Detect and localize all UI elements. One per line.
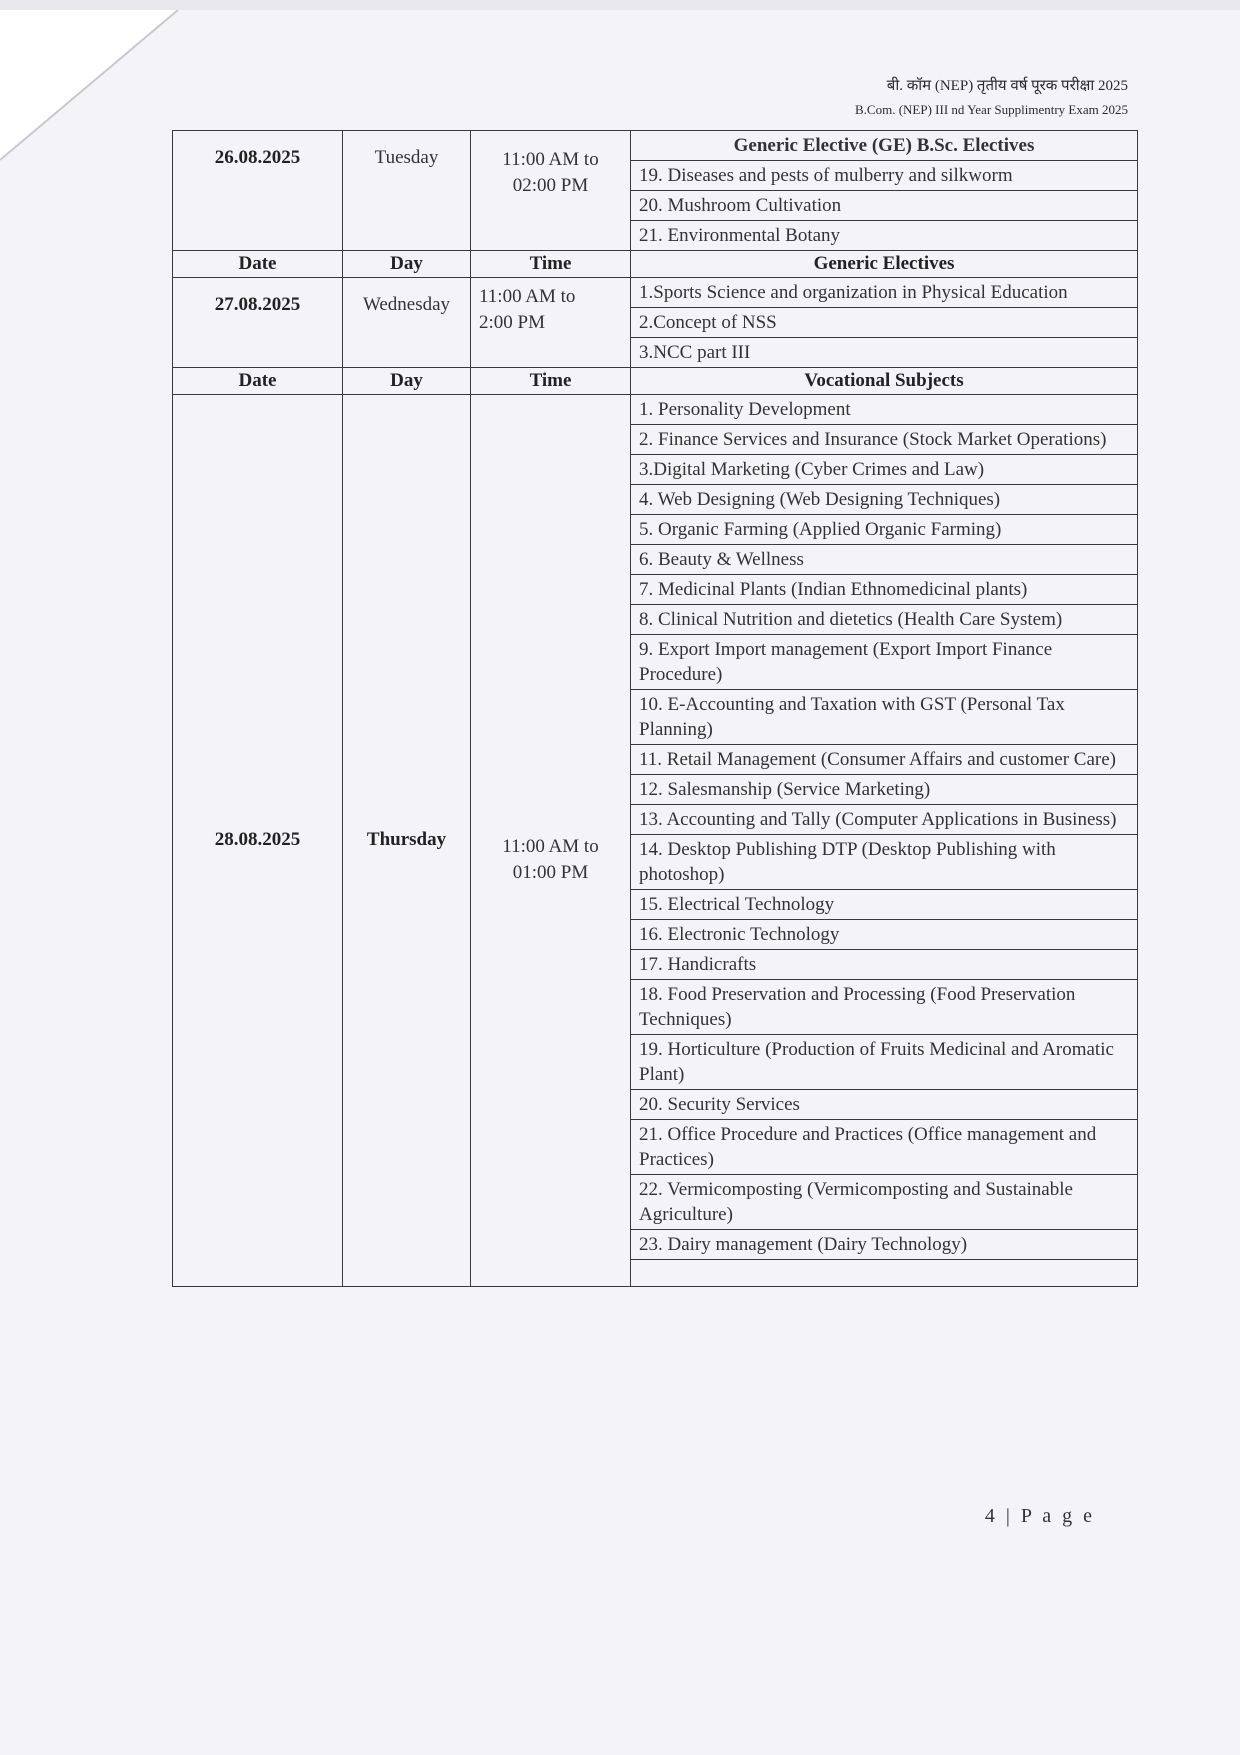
subject-item: 5. Organic Farming (Applied Organic Farming) xyxy=(631,515,1138,545)
time-end: 01:00 PM xyxy=(512,861,589,883)
column-header-day: Day xyxy=(343,251,471,278)
subject-item: 23. Dairy management (Dairy Technology) xyxy=(631,1230,1138,1260)
subject-item: 9. Export Import management (Export Import Finance Procedure) xyxy=(631,635,1138,690)
section-heading: Generic Electives xyxy=(631,251,1138,278)
subject-item: 3.NCC part III xyxy=(631,338,1138,368)
subject-item: 3.Digital Marketing (Cyber Crimes and Law) xyxy=(631,455,1138,485)
time-start: 11:00 AM to xyxy=(502,149,599,170)
table-row xyxy=(173,395,1138,425)
column-header-time: Time xyxy=(471,251,631,278)
subject-item: 10. E-Accounting and Taxation with GST (Personal Tax Planning) xyxy=(631,690,1138,745)
column-header-row xyxy=(173,251,1138,278)
subject-item: 2. Finance Services and Insurance (Stock Market Operations) xyxy=(631,425,1138,455)
header-english: B.Com. (NEP) III nd Year Supplimentry Exam 2025 xyxy=(855,102,1128,117)
subject-item: 17. Handicrafts xyxy=(631,950,1138,980)
header-hindi: बी. कॉम (NEP) तृतीय वर्ष पूरक परीक्षा 2025 xyxy=(886,78,1128,94)
subject-item: 21. Office Procedure and Practices (Office management and Practices) xyxy=(631,1120,1138,1175)
document-header xyxy=(855,74,1128,122)
exam-date: 28.08.2025 xyxy=(173,395,343,1287)
time-end: 02:00 PM xyxy=(512,175,589,196)
subject-item: 19. Diseases and pests of mulberry and silkworm xyxy=(631,161,1138,191)
subject-item: 8. Clinical Nutrition and dietetics (Health Care System) xyxy=(631,605,1138,635)
column-header-date: Date xyxy=(173,368,343,395)
subject-item: 19. Horticulture (Production of Fruits Medicinal and Aromatic Plant) xyxy=(631,1035,1138,1090)
column-header-time: Time xyxy=(471,368,631,395)
subject-item: 21. Environmental Botany xyxy=(631,221,1138,251)
subject-item: 20. Mushroom Cultivation xyxy=(631,191,1138,221)
exam-day: Tuesday xyxy=(343,131,471,251)
subject-item: 20. Security Services xyxy=(631,1090,1138,1120)
time-start: 11:00 AM to xyxy=(479,286,576,307)
subject-item: 14. Desktop Publishing DTP (Desktop Publishing with photoshop) xyxy=(631,835,1138,890)
page-number: 4 | P a g e xyxy=(984,1505,1095,1527)
subject-item: 18. Food Preservation and Processing (Food Preservation Techniques) xyxy=(631,980,1138,1035)
exam-day: Thursday xyxy=(343,395,471,1287)
subject-item: 22. Vermicomposting (Vermicomposting and Sustainable Agriculture) xyxy=(631,1175,1138,1230)
section-heading: Generic Elective (GE) B.Sc. Electives xyxy=(631,131,1138,161)
exam-schedule-table xyxy=(172,130,1138,1287)
page-fold-corner xyxy=(0,10,180,170)
subject-item: 4. Web Designing (Web Designing Techniques) xyxy=(631,485,1138,515)
exam-date: 26.08.2025 xyxy=(173,131,343,251)
time-end: 2:00 PM xyxy=(479,312,545,333)
exam-time xyxy=(471,131,631,251)
table-row xyxy=(173,278,1138,308)
table-row xyxy=(173,131,1138,161)
column-header-day: Day xyxy=(343,368,471,395)
subject-item: 6. Beauty & Wellness xyxy=(631,545,1138,575)
column-header-row xyxy=(173,368,1138,395)
time-start: 11:00 AM to xyxy=(502,835,599,857)
column-header-date: Date xyxy=(173,251,343,278)
exam-time xyxy=(471,278,631,368)
section-heading: Vocational Subjects xyxy=(631,368,1138,395)
subject-item: 15. Electrical Technology xyxy=(631,890,1138,920)
subject-item: 13. Accounting and Tally (Computer Applications in Business) xyxy=(631,805,1138,835)
subject-item: 12. Salesmanship (Service Marketing) xyxy=(631,775,1138,805)
subject-item: 2.Concept of NSS xyxy=(631,308,1138,338)
subject-item: 1. Personality Development xyxy=(631,395,1138,425)
empty-cell xyxy=(631,1260,1138,1287)
subject-item: 16. Electronic Technology xyxy=(631,920,1138,950)
exam-date: 27.08.2025 xyxy=(173,278,343,368)
exam-time xyxy=(471,395,631,1287)
exam-day: Wednesday xyxy=(343,278,471,368)
subject-item: 7. Medicinal Plants (Indian Ethnomedicinal plants) xyxy=(631,575,1138,605)
subject-item: 1.Sports Science and organization in Physical Education xyxy=(631,278,1138,308)
subject-item: 11. Retail Management (Consumer Affairs and customer Care) xyxy=(631,745,1138,775)
